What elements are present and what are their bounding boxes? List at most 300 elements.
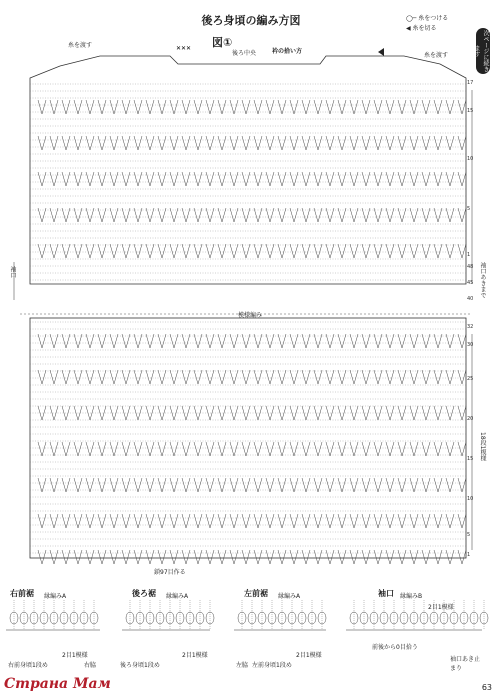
v-stitch <box>362 370 370 384</box>
figure-label: 図① <box>212 36 233 49</box>
note-left-skip: 糸を渡す <box>68 42 93 49</box>
v-stitch <box>410 370 418 384</box>
v-stitch <box>110 172 118 186</box>
v-stitch <box>362 514 370 528</box>
v-stitch <box>278 514 286 528</box>
panel-foot3-4: 袖口あき止まり <box>450 656 481 672</box>
center-xx: ✕✕✕ <box>176 45 192 52</box>
v-stitch <box>458 100 466 114</box>
panel-foot2-4: 2目1模様 <box>428 604 454 611</box>
v-stitch <box>218 172 226 186</box>
v-stitch <box>110 442 118 456</box>
v-stitch <box>434 514 442 528</box>
repeat-note: 18段1模様 <box>479 432 486 462</box>
v-stitch <box>422 136 430 150</box>
v-stitch <box>266 172 274 186</box>
cut-yarn-icon <box>378 48 384 56</box>
v-stitch <box>230 172 238 186</box>
v-stitch <box>278 406 286 420</box>
v-stitch <box>326 244 334 258</box>
v-stitch <box>242 172 250 186</box>
v-stitch <box>386 370 394 384</box>
v-stitch <box>386 550 394 564</box>
v-stitch <box>98 334 106 348</box>
v-stitch <box>218 478 226 492</box>
v-stitch <box>146 514 154 528</box>
v-stitch <box>62 514 70 528</box>
panel-sub-3: 縁編みA <box>278 593 301 600</box>
v-stitch <box>266 550 274 564</box>
v-stitch <box>290 442 298 456</box>
v-stitch <box>458 442 466 456</box>
v-stitch <box>134 370 142 384</box>
v-stitch <box>302 514 310 528</box>
v-stitch <box>278 244 286 258</box>
v-stitch <box>350 334 358 348</box>
panel-title-1: 右前裾 <box>10 589 34 598</box>
panel-foot-2: 後ろ身頃1段め <box>120 662 160 669</box>
v-stitch <box>338 514 346 528</box>
v-stitch <box>218 136 226 150</box>
v-stitch <box>38 550 46 564</box>
v-stitch <box>266 244 274 258</box>
v-stitch <box>446 514 454 528</box>
v-stitch <box>398 244 406 258</box>
v-stitch <box>302 172 310 186</box>
v-stitch <box>362 136 370 150</box>
v-stitch <box>218 406 226 420</box>
v-stitch <box>302 370 310 384</box>
v-stitch <box>290 406 298 420</box>
v-stitch <box>266 442 274 456</box>
v-stitch <box>206 244 214 258</box>
v-stitch <box>110 550 118 564</box>
v-stitch <box>254 136 262 150</box>
v-stitch <box>446 244 454 258</box>
v-stitch <box>170 172 178 186</box>
v-stitch <box>110 406 118 420</box>
v-stitch <box>158 478 166 492</box>
v-stitch <box>290 550 298 564</box>
v-stitch <box>458 478 466 492</box>
v-stitch <box>422 172 430 186</box>
v-stitch <box>170 550 178 564</box>
v-stitch <box>302 550 310 564</box>
v-stitch <box>374 550 382 564</box>
row-number: 5 <box>467 532 471 538</box>
panel-foot2-2: 2目1模様 <box>182 652 208 659</box>
v-stitch <box>386 514 394 528</box>
v-stitch <box>218 442 226 456</box>
v-stitch <box>398 550 406 564</box>
v-stitch <box>62 244 70 258</box>
v-stitch <box>170 244 178 258</box>
v-stitch <box>74 514 82 528</box>
v-stitch <box>230 100 238 114</box>
page-number: 63 <box>481 683 492 692</box>
v-stitch <box>350 100 358 114</box>
v-stitch <box>134 550 142 564</box>
v-stitch <box>326 136 334 150</box>
v-stitch <box>398 100 406 114</box>
v-stitch <box>230 136 238 150</box>
v-stitch <box>74 550 82 564</box>
v-stitch <box>398 334 406 348</box>
v-stitch <box>458 244 466 258</box>
v-stitch <box>206 136 214 150</box>
v-stitch <box>194 172 202 186</box>
v-stitch <box>50 514 58 528</box>
v-stitch <box>98 172 106 186</box>
v-stitch <box>50 478 58 492</box>
v-stitch <box>362 244 370 258</box>
v-stitch <box>290 514 298 528</box>
v-stitch <box>218 208 226 222</box>
v-stitch <box>350 442 358 456</box>
v-stitch <box>398 442 406 456</box>
v-stitch <box>314 136 322 150</box>
v-stitch <box>410 334 418 348</box>
v-stitch <box>38 406 46 420</box>
v-stitch <box>254 550 262 564</box>
row-number: 5 <box>467 206 471 212</box>
v-stitch <box>350 514 358 528</box>
v-stitch <box>410 136 418 150</box>
row-number: 30 <box>467 342 474 348</box>
v-stitch <box>206 442 214 456</box>
v-stitch <box>278 208 286 222</box>
v-stitch <box>50 244 58 258</box>
v-stitch <box>278 100 286 114</box>
v-stitch <box>230 334 238 348</box>
v-stitch <box>290 100 298 114</box>
row-number: 10 <box>467 496 474 502</box>
v-stitch <box>38 442 46 456</box>
v-stitch <box>182 370 190 384</box>
v-stitch <box>146 136 154 150</box>
v-stitch <box>86 550 94 564</box>
v-stitch <box>194 514 202 528</box>
row-number: 40 <box>467 296 474 302</box>
v-stitch <box>278 550 286 564</box>
v-stitch <box>74 136 82 150</box>
v-stitch <box>338 172 346 186</box>
v-stitch <box>194 244 202 258</box>
v-stitch <box>194 550 202 564</box>
v-stitch <box>242 514 250 528</box>
v-stitch <box>62 442 70 456</box>
v-stitch <box>302 136 310 150</box>
v-stitch <box>50 172 58 186</box>
v-stitch <box>374 172 382 186</box>
row-number: 1 <box>467 552 471 558</box>
v-stitch <box>446 442 454 456</box>
v-stitch <box>242 244 250 258</box>
v-stitch <box>278 478 286 492</box>
panel-sub-1: 縁編みA <box>44 593 67 600</box>
v-stitch <box>338 478 346 492</box>
v-stitch <box>38 244 46 258</box>
v-stitch <box>158 442 166 456</box>
v-stitch <box>98 550 106 564</box>
v-stitch <box>206 550 214 564</box>
row-number: 32 <box>467 324 474 330</box>
v-stitch <box>326 550 334 564</box>
v-stitch <box>134 172 142 186</box>
v-stitch <box>266 370 274 384</box>
v-stitch <box>290 370 298 384</box>
v-stitch <box>146 244 154 258</box>
v-stitch <box>194 442 202 456</box>
v-stitch <box>206 514 214 528</box>
note-center: 後ろ中央 <box>232 50 257 57</box>
row-number: 17 <box>467 80 474 86</box>
v-stitch <box>86 514 94 528</box>
v-stitch <box>158 208 166 222</box>
v-stitch <box>374 244 382 258</box>
v-stitch <box>278 370 286 384</box>
v-stitch <box>170 370 178 384</box>
attach-yarn-icon: ◯─ <box>406 15 417 22</box>
panel-foot-1: 右前身頃1段め <box>8 662 48 669</box>
v-stitch <box>62 550 70 564</box>
continued-tag: 次ページに続きます <box>473 30 489 72</box>
v-stitch <box>314 370 322 384</box>
v-stitch <box>278 442 286 456</box>
v-stitch <box>374 136 382 150</box>
v-stitch <box>86 244 94 258</box>
v-stitch <box>134 244 142 258</box>
v-stitch <box>242 550 250 564</box>
v-stitch <box>38 514 46 528</box>
v-stitch <box>278 172 286 186</box>
v-stitch <box>182 136 190 150</box>
v-stitch <box>350 172 358 186</box>
v-stitch <box>50 334 58 348</box>
v-stitch <box>398 172 406 186</box>
v-stitch <box>446 172 454 186</box>
v-stitch <box>458 334 466 348</box>
v-stitch <box>230 406 238 420</box>
panel-foot3-1: 右脇 <box>84 662 97 669</box>
v-stitch <box>74 172 82 186</box>
row-number: 45 <box>467 280 474 286</box>
v-stitch <box>230 370 238 384</box>
v-stitch <box>182 442 190 456</box>
v-stitch <box>74 370 82 384</box>
v-stitch <box>410 172 418 186</box>
v-stitch <box>62 370 70 384</box>
v-stitch <box>434 370 442 384</box>
v-stitch <box>158 172 166 186</box>
v-stitch <box>410 244 418 258</box>
v-stitch <box>254 514 262 528</box>
v-stitch <box>410 208 418 222</box>
v-stitch <box>242 442 250 456</box>
v-stitch <box>314 550 322 564</box>
v-stitch <box>398 136 406 150</box>
v-stitch <box>170 406 178 420</box>
v-stitch <box>38 478 46 492</box>
v-stitch <box>218 550 226 564</box>
v-stitch <box>170 208 178 222</box>
v-stitch <box>158 514 166 528</box>
v-stitch <box>218 370 226 384</box>
v-stitch <box>266 514 274 528</box>
v-stitch <box>170 514 178 528</box>
v-stitch <box>386 136 394 150</box>
v-stitch <box>110 136 118 150</box>
v-stitch <box>290 208 298 222</box>
v-stitch <box>302 442 310 456</box>
v-stitch <box>362 172 370 186</box>
band-label: 模様編み <box>238 312 263 319</box>
v-stitch <box>98 100 106 114</box>
v-stitch <box>146 172 154 186</box>
v-stitch <box>458 208 466 222</box>
v-stitch <box>422 550 430 564</box>
v-stitch <box>326 172 334 186</box>
v-stitch <box>158 100 166 114</box>
v-stitch <box>254 172 262 186</box>
v-stitch <box>458 370 466 384</box>
upper-outline <box>30 56 466 284</box>
panel-foot-4: 前後から0目拾う <box>372 644 418 651</box>
v-stitch <box>122 442 130 456</box>
v-stitch <box>398 370 406 384</box>
lower-rows <box>30 322 466 553</box>
v-stitch <box>458 514 466 528</box>
v-stitch <box>434 172 442 186</box>
v-stitch <box>398 406 406 420</box>
v-stitch <box>410 478 418 492</box>
v-stitch <box>338 100 346 114</box>
v-stitch <box>122 370 130 384</box>
v-stitch <box>86 442 94 456</box>
v-stitch <box>362 442 370 456</box>
v-stitch <box>458 550 466 564</box>
v-stitch <box>290 244 298 258</box>
v-stitch <box>338 370 346 384</box>
v-stitch <box>410 406 418 420</box>
v-stitch <box>338 208 346 222</box>
row-number: 48 <box>467 264 474 270</box>
v-stitch <box>158 550 166 564</box>
v-stitch <box>74 244 82 258</box>
left-armhole-note: 袖口 <box>9 266 16 278</box>
row-number: 25 <box>467 376 474 382</box>
v-stitch <box>50 550 58 564</box>
cut-yarn-icon: ◀ <box>406 25 411 32</box>
v-stitch <box>110 370 118 384</box>
site-watermark: Страна Мам <box>4 676 111 692</box>
row-number: 10 <box>467 156 474 162</box>
v-stitch <box>434 244 442 258</box>
v-stitch <box>290 172 298 186</box>
v-stitch <box>110 334 118 348</box>
v-stitch <box>122 172 130 186</box>
v-stitch <box>230 550 238 564</box>
v-stitch <box>278 334 286 348</box>
v-stitch <box>170 478 178 492</box>
v-stitch <box>446 550 454 564</box>
v-stitch <box>338 550 346 564</box>
v-stitch <box>314 514 322 528</box>
v-stitch <box>338 442 346 456</box>
v-stitch <box>158 334 166 348</box>
v-stitch <box>266 136 274 150</box>
v-stitch <box>434 136 442 150</box>
v-stitch <box>38 334 46 348</box>
panel-title-3: 左前裾 <box>244 589 268 598</box>
v-stitch <box>338 406 346 420</box>
v-stitch <box>122 136 130 150</box>
v-stitch <box>146 442 154 456</box>
v-stitch <box>386 244 394 258</box>
panel-sub-2: 縁編みA <box>166 593 189 600</box>
v-stitch <box>410 550 418 564</box>
v-stitch <box>398 514 406 528</box>
armhole-note: 袖口あきまで <box>479 262 486 298</box>
panel-title-2: 後ろ裾 <box>132 589 156 598</box>
v-stitch <box>182 172 190 186</box>
v-stitch <box>350 244 358 258</box>
v-stitch <box>98 406 106 420</box>
v-stitch <box>398 478 406 492</box>
v-stitch <box>254 442 262 456</box>
v-stitch <box>50 136 58 150</box>
v-stitch <box>230 478 238 492</box>
v-stitch <box>410 514 418 528</box>
row-number: 15 <box>467 456 474 462</box>
pattern-columns <box>38 100 466 564</box>
v-stitch <box>254 370 262 384</box>
v-stitch <box>422 244 430 258</box>
v-stitch <box>134 442 142 456</box>
v-stitch <box>206 370 214 384</box>
v-stitch <box>338 136 346 150</box>
v-stitch <box>326 370 334 384</box>
v-stitch <box>350 370 358 384</box>
row-number: 15 <box>467 108 474 114</box>
v-stitch <box>158 136 166 150</box>
lower-outline <box>30 318 466 558</box>
v-stitch <box>38 100 46 114</box>
bottom-note: 鎖97目作る <box>154 569 186 576</box>
v-stitch <box>98 370 106 384</box>
v-stitch <box>290 136 298 150</box>
v-stitch <box>50 208 58 222</box>
v-stitch <box>134 136 142 150</box>
v-stitch <box>410 442 418 456</box>
v-stitch <box>338 244 346 258</box>
v-stitch <box>242 136 250 150</box>
v-stitch <box>38 136 46 150</box>
v-stitch <box>182 514 190 528</box>
v-stitch <box>218 334 226 348</box>
v-stitch <box>98 514 106 528</box>
v-stitch <box>182 550 190 564</box>
panel-foot-3: 左前身頃1段め <box>252 662 292 669</box>
v-stitch <box>158 370 166 384</box>
v-stitch <box>98 478 106 492</box>
v-stitch <box>170 334 178 348</box>
v-stitch <box>302 244 310 258</box>
v-stitch <box>434 550 442 564</box>
row-number: 1 <box>467 252 471 258</box>
v-stitch <box>38 172 46 186</box>
v-stitch <box>458 172 466 186</box>
